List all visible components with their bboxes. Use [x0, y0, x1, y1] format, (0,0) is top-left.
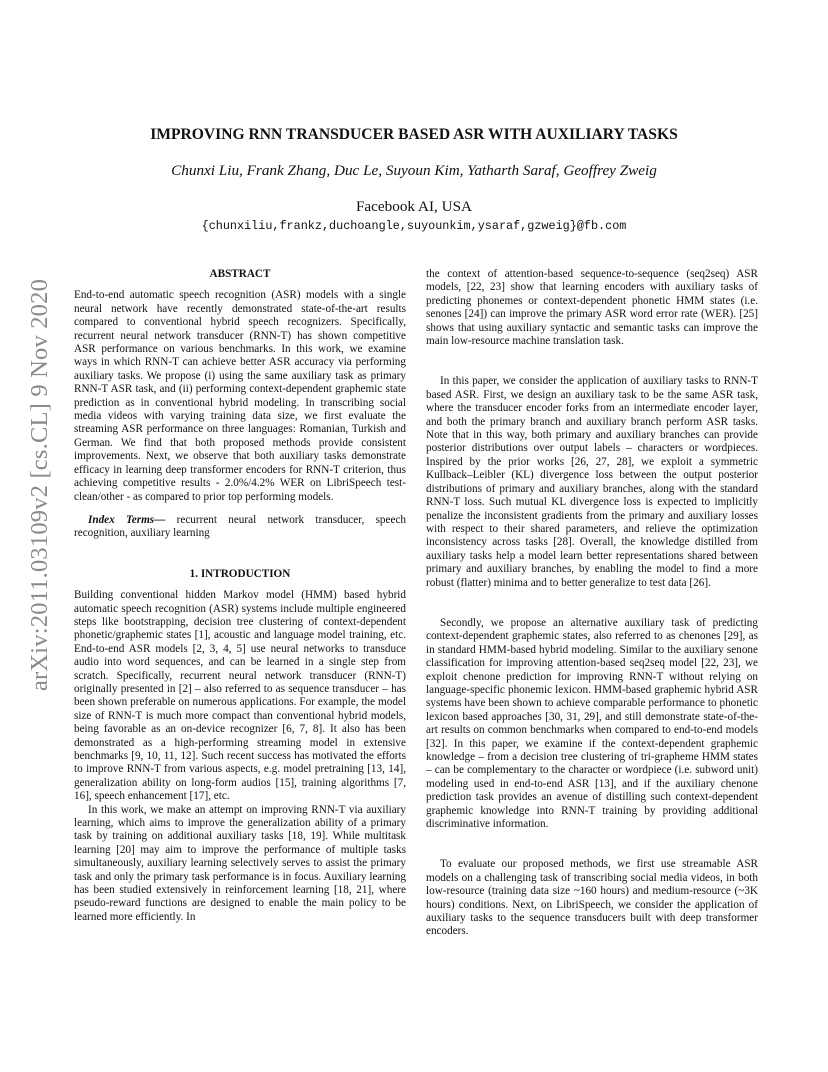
index-terms: [74, 514, 406, 541]
arxiv-stamp-text: arXiv:2011.03109v2 [cs.CL] 9 Nov 2020: [26, 278, 53, 692]
right-paragraph-1: In this paper, we consider the application of auxiliary tasks to RNN-T based ASR. First, we design an auxiliary task to be the same ASR task, where the transducer encoder forks from an intermediate encoder layer, and both the primary branch and auxiliary branch perform ASR tasks. Note that in this way, both primary and auxiliary branches can provide posterior distributions over output labels – characters or wordpieces. Inspired by the prior works [26, 27, 28], we exploit a symmetric Kullback–Leibler (KL) divergence loss between the output posterior distributions of primary and auxiliary branches, along with the standard RNN-T loss. Such mutual KL divergence loss is expected to implicitly penalize the inconsistent gradients from the primary and auxiliary losses with respect to their shared parameters, and relieve the optimization inconsistency across tasks [28]. Overall, the knowledge distilled from auxiliary tasks help a model learn better representations shared between primary and auxiliary branches, by enabling the model to find a more robust (flatter) minima and to better generalize to test data [26].: [426, 375, 758, 589]
intro-paragraph-1: Building conventional hidden Markov model (HMM) based hybrid automatic speech recognition (ASR) systems include multiple engineered steps like bootstrapping, decision tree clustering of context-dependent phonetic/graphemic states [1], acoustic and language model training, etc. End-to-end ASR models [2, 3, 4, 5] use neural networks to transduce audio into word sequences, and can be learned in a single step from scratch. Specifically, recurrent neural network transducer (RNN-T) originally presented in [2] – also referred to as sequence transducer – has been shown preferable on numerous applications. For example, the model size of RNN-T is much more compact than conventional hybrid models, being favorable as an on-device recognizer [6, 7, 8]. It also has been demonstrated as a high-performing streaming model in extensive benchmarks [9, 10, 11, 12]. Such recent success has motivated the efforts to improve RNN-T from various aspects, e.g. model pretraining [13, 14], generalization ability on long-form audios [15], training algorithms [7, 16], speech enhancement [17], etc.: [74, 589, 406, 803]
index-terms-text: recurrent neural network transducer, speech recognition, auxiliary learning: [74, 513, 407, 540]
right-paragraph-2: Secondly, we propose an alternative auxiliary task of predicting context-dependent graphemic states, also referred to as chenones [29], as in standard HMM-based hybrid modeling. Similar to the auxiliary senone classification for improving attention-based seq2seq model [22, 23], we exploit chenone prediction for improving RNN-T without relying on language-specific phonemic lexicon. HMM-based graphemic hybrid ASR systems have been shown to achieve comparable performance to phonetic lexicon based approaches [30, 31, 29], and still demonstrate state-of-the-art results on common benchmarks when compared to end-to-end models [32]. In this paper, we examine if the context-dependent graphemic knowledge – from a decision tree clustering of tri-grapheme HMM states – can be complementary to the character or wordpiece (i.e. subword unit) modeling used in end-to-end ASR [13], and if the auxiliary chenone prediction task provides an avenue of distilling such context-dependent graphemic knowledge into RNN-T training by providing additional discriminative information.: [426, 616, 758, 831]
paper-title: IMPROVING RNN TRANSDUCER BASED ASR WITH AUXILIARY TASKS: [150, 126, 678, 143]
affiliation: Facebook AI, USA: [355, 198, 472, 215]
index-terms-label: Index Terms—: [88, 513, 166, 526]
right-column: [426, 268, 758, 939]
abstract-heading: ABSTRACT: [209, 268, 271, 280]
email-list: {chunxiliu,frankz,duchoangle,suyounkim,ysaraf,gzweig}@fb.com: [201, 219, 627, 233]
arxiv-stamp: [22, 278, 58, 692]
right-paragraph-0: the context of attention-based sequence-to-sequence (seq2seq) ASR models, [22, 23] show that learning encoders with auxiliary tasks of predicting phonemes or context-dependent phonetic HMM states (i.e. senones [24]) can improve the primary ASR word error rate (WER). [25] shows that using auxiliary syntactic and semantic tasks can improve the main low-resource machine translation task.: [426, 268, 758, 348]
right-paragraph-3: To evaluate our proposed methods, we first use streamable ASR models on a challenging task of transcribing social media videos, in both low-resource (training data size ~160 hours) and medium-resource (~3K hours) conditions. Next, on LibriSpeech, we consider the application of auxiliary tasks to the sequence transducers built with deep transformer encoders.: [426, 858, 758, 938]
left-column: [74, 268, 406, 924]
author-list: Chunxi Liu, Frank Zhang, Duc Le, Suyoun Kim, Yatharth Saraf, Geoffrey Zweig: [171, 162, 657, 179]
abstract-text: End-to-end automatic speech recognition (ASR) models with a single neural network have recently demonstrated state-of-the-art results compared to conventional hybrid speech recognizers. Specifically, recurrent neural network transducer (RNN-T) has shown competitive ASR performance on various benchmarks. In this work, we examine ways in which RNN-T can achieve better ASR accuracy via performing auxiliary tasks. We propose (i) using the same auxiliary task as primary RNN-T ASR task, and (ii) performing context-dependent graphemic state prediction as in conventional hybrid modeling. In transcribing social media videos with varying training data size, we first evaluate the streaming ASR performance on three languages: Romanian, Turkish and German. We find that both proposed methods provide consistent improvements. Next, we observe that both auxiliary tasks demonstrate efficacy in learning deep transformer encoders for RNN-T criterion, thus achieving competitive results - 2.0%/4.2% WER on LibriSpeech test-clean/other - as compared to prior top performing models.: [74, 289, 406, 503]
intro-paragraph-2: In this work, we make an attempt on improving RNN-T via auxiliary learning, which aims to improve the generalization ability of a primary task by training on additional auxiliary tasks [18, 19]. While multitask learning [20] may aim to improve the performance of multiple tasks simultaneously, auxiliary learning selectively serves to assist the primary task and only the primary task performance is in focus. Auxiliary learning has been studied extensively in reinforcement learning [18, 21], where pseudo-reward functions are designed to enable the main policy to be learned more efficiently. In: [74, 803, 406, 923]
intro-heading: 1. INTRODUCTION: [189, 567, 291, 580]
